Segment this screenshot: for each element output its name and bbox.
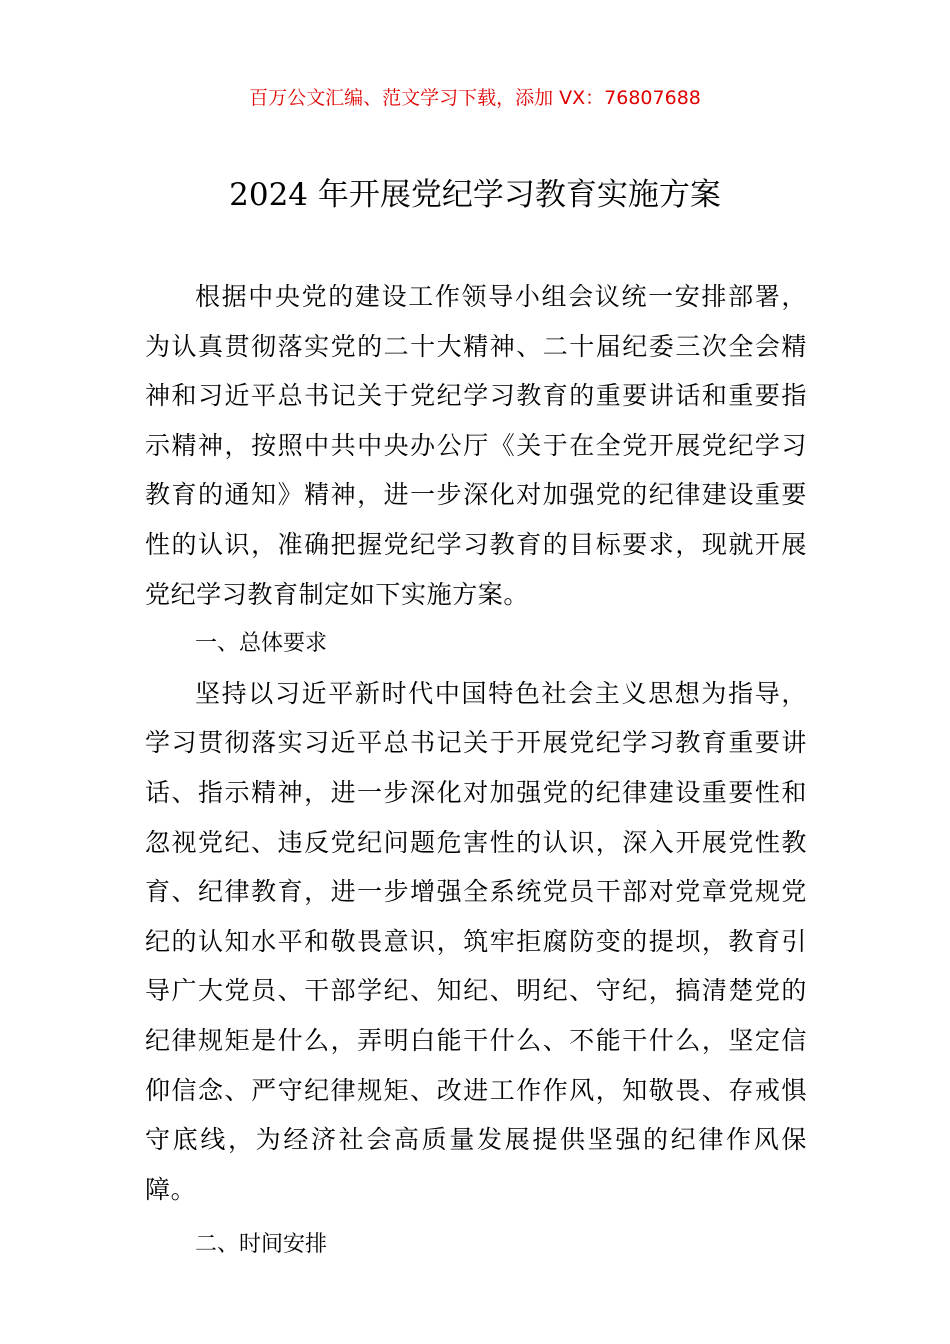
header-promo-note: 百万公文汇编、范文学习下载，添加 VX：76807688 — [249, 87, 701, 109]
general-requirements-paragraph: 坚持以习近平新时代中国特色社会主义思想为指导，学习贯彻落实习近平总书记关于开展党纪学习教育重要讲话、指示精神，进一步深化对加强党的纪律建设重要性和忽视党纪、违反党纪问题危害性的认识，深入开展党性教育、纪律教育，进一步增强全系统党员干部对党章党规党纪的认知水平和敬畏意识，筑牢拒腐防变的提坝，教育引导广大党员、干部学纪、知纪、明纪、守纪，搞清楚党的纪律规矩是什么，弄明白能干什么、不能干什么，坚定信仰信念、严守纪律规矩、改进工作作风，知敬畏、存戒惧守底线，为经济社会高质量发展提供坚强的纪律作风保障。 — [145, 678, 807, 1204]
section-heading-general-requirements: 一、总体要求 — [195, 631, 328, 657]
document-title: 2024 年开展党纪学习教育实施方案 — [229, 177, 721, 213]
section-heading-schedule: 二、时间安排 — [195, 1232, 328, 1258]
document-body — [145, 272, 807, 1270]
intro-paragraph: 根据中央党的建设工作领导小组会议统一安排部署，为认真贯彻落实党的二十大精神、二十届纪委三次全会精神和习近平总书记关于党纪学习教育的重要讲话和重要指示精神，按照中共中央办公厅《关于在全党开展党纪学习教育的通知》精神，进一步深化对加强党的纪律建设重要性的认识，准确把握党纪学习教育的目标要求，现就开展党纪学习教育制定如下实施方案。 — [145, 282, 807, 609]
